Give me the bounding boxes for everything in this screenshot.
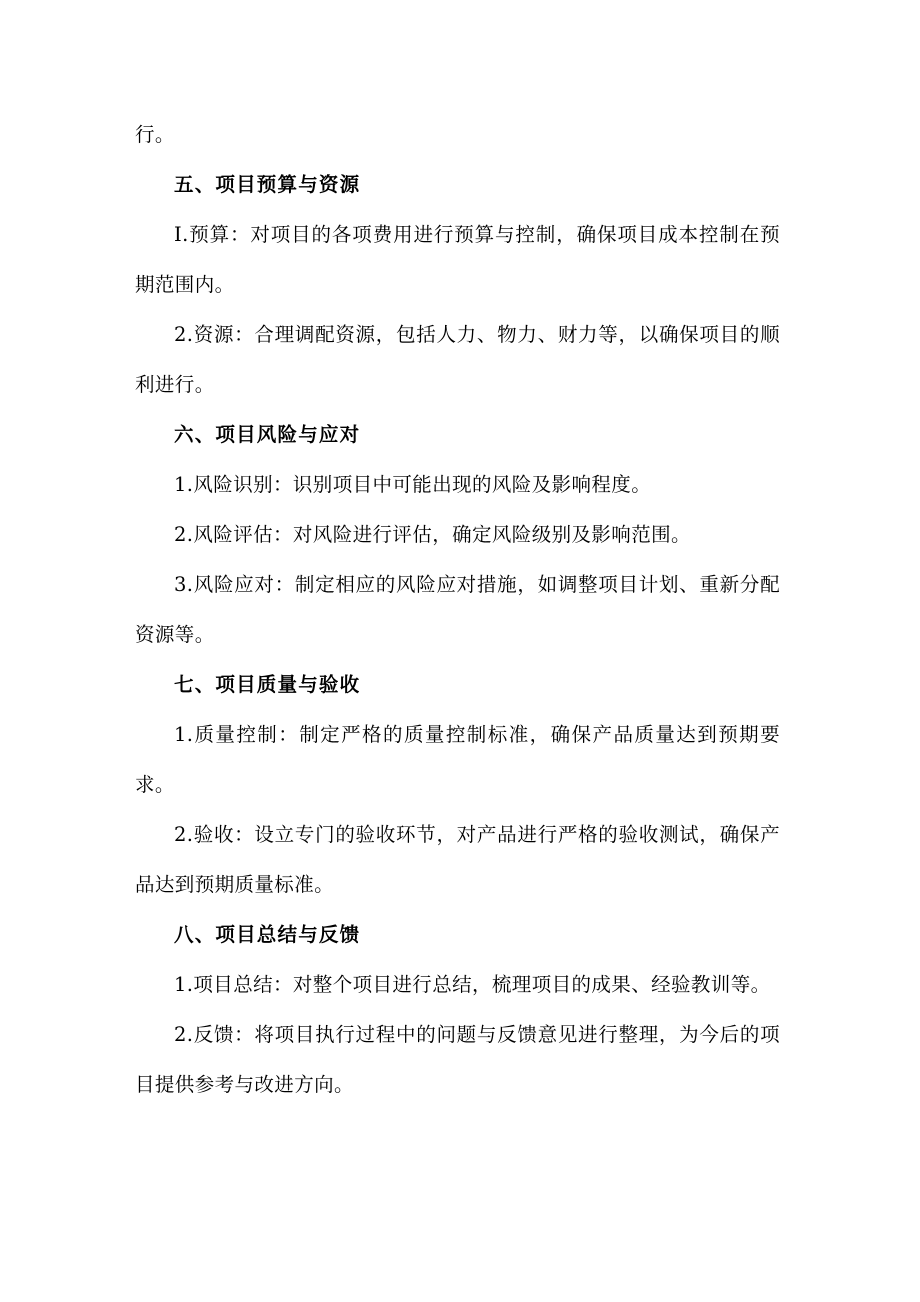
paragraph-risk-response: 3.风险应对：制定相应的风险应对措施，如调整项目计划、重新分配资源等。 xyxy=(135,573,780,646)
paragraph-feedback: 2.反馈：将项目执行过程中的问题与反馈意见进行整理，为今后的项目提供参考与改进方向。 xyxy=(135,1023,780,1096)
paragraph-resources: 2.资源：合理调配资源，包括人力、物力、财力等，以确保项目的顺利进行。 xyxy=(135,323,780,396)
paragraph-acceptance: 2.验收：设立专门的验收环节，对产品进行严格的验收测试，确保产品达到预期质量标准。 xyxy=(135,823,780,896)
section-heading-five: 五、项目预算与资源 xyxy=(174,173,361,196)
document-body xyxy=(135,110,780,1110)
section-heading-eight: 八、项目总结与反馈 xyxy=(174,923,361,946)
section-heading-six: 六、项目风险与应对 xyxy=(174,423,361,446)
paragraph-risk-assessment: 2.风险评估：对风险进行评估，确定风险级别及影响范围。 xyxy=(174,523,691,546)
paragraph-continued: 行。 xyxy=(135,123,175,146)
section-heading-seven: 七、项目质量与验收 xyxy=(174,673,361,696)
paragraph-risk-identification: 1.风险识别：识别项目中可能出现的风险及影响程度。 xyxy=(174,473,652,496)
paragraph-quality-control: 1.质量控制：制定严格的质量控制标准，确保产品质量达到预期要求。 xyxy=(135,723,780,796)
paragraph-project-summary: 1.项目总结：对整个项目进行总结，梳理项目的成果、经验教训等。 xyxy=(174,973,771,996)
paragraph-budget: I.预算：对项目的各项费用进行预算与控制，确保项目成本控制在预期范围内。 xyxy=(135,223,780,296)
